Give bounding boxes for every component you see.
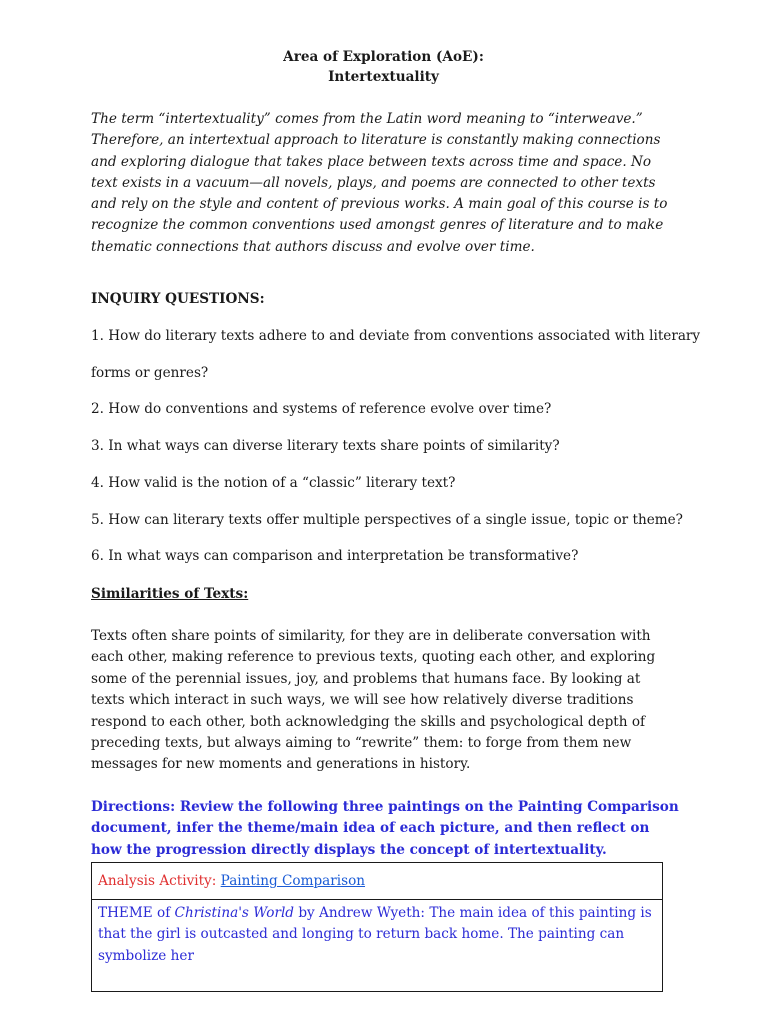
similarities-paragraph: Texts often share points of similarity, for they are in deliberate conversation with each other, making reference to previous texts, quoting each other, and exploring some of the perennial issues, joy, and problems that humans face. By looking at texts which interact in such ways, we will see how relatively diverse traditions respond to each other, both acknowledging the skills and psychological depth of preceding texts, but always aiming to “rewrite” them: to forge from them new messages for new moments and generations in history. xyxy=(91,628,656,773)
inquiry-question: forms or genres? xyxy=(91,365,209,381)
inquiry-question: 1. How do literary texts adhere to and deviate from conventions associated with literary xyxy=(91,328,701,344)
page-title: Area of Exploration (AoE): xyxy=(283,49,484,65)
analysis-activity-label: Analysis Activity: xyxy=(98,873,217,889)
analysis-activity-row xyxy=(92,863,662,900)
inquiry-question: 3. In what ways can diverse literary texts share points of similarity? xyxy=(91,438,560,454)
inquiry-heading: INQUIRY QUESTIONS: xyxy=(91,291,265,307)
painting-comparison-link[interactable]: Painting Comparison xyxy=(220,873,366,889)
theme-row xyxy=(92,900,662,991)
inquiry-question: 2. How do conventions and systems of reference evolve over time? xyxy=(91,401,552,417)
intro-paragraph: The term “intertextuality” comes from the Latin word meaning to “interweave.” Therefore, an intertextual approach to literature is constantly making connections and exploring dialogue that takes place between texts across time and space. No text exists in a vacuum—all novels, plays, and poems are connected to other texts and rely on the style and content of previous works. A main goal of this course is to recognize the common conventions used amongst genres of literature and to make thematic connections that authors discuss and evolve over time. xyxy=(91,111,668,255)
inquiry-question: 6. In what ways can comparison and interpretation be transformative? xyxy=(91,548,579,564)
similarities-heading: Similarities of Texts: xyxy=(91,586,249,602)
inquiry-question: 4. How valid is the notion of a “classic” literary text? xyxy=(91,475,456,491)
theme-prefix: THEME of xyxy=(98,905,175,921)
inquiry-question: 5. How can literary texts offer multiple perspectives of a single issue, topic or theme? xyxy=(91,512,683,528)
theme-text: by Andrew Wyeth: The main idea of this painting is that the girl is outcasted and longing to return back home. The painting can symbolize her xyxy=(98,905,652,964)
analysis-activity-table xyxy=(91,862,663,992)
painting-title: Christina's World xyxy=(174,905,295,921)
directions-text: Directions: Review the following three paintings on the Painting Comparison document, infer the theme/main idea of each picture, and then reflect on how the progression directly displays the concept of intertextuality. xyxy=(91,799,679,858)
page-subtitle: Intertextuality xyxy=(328,69,439,85)
